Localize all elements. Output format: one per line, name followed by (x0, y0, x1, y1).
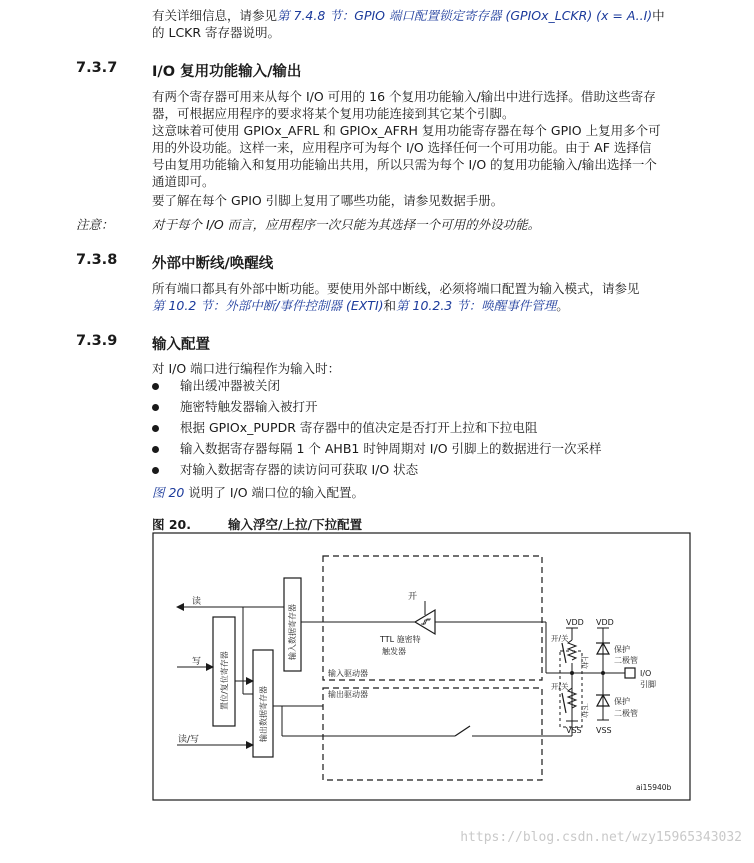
sec737-para1-l4: 用的外设功能。这样一来，应用程序可为每个 I/O 选择任何一个可用功能。由于 AF 选择信 (152, 140, 652, 155)
link-figure-20[interactable]: 图 20 (152, 485, 185, 500)
figure-frame (153, 533, 690, 800)
dashed-zone-output (323, 688, 542, 780)
label-ttl: TTL 施密特 (380, 635, 421, 644)
label-bit-set-reset-register: 置位/复位寄存器 (220, 651, 229, 710)
label-read-write: 读/写 (178, 735, 200, 745)
figure-title: 输入浮空/上拉/下拉配置 (228, 517, 363, 532)
label-input-data-register: 输入数据寄存器 (288, 604, 297, 660)
figure-reference: 图 20 说明了 I/O 端口位的输入配置。 (152, 485, 365, 500)
sec738-line1: 所有端口都具有外部中断功能。要使用外部中断线，必须将端口配置为输入模式，请参见 (152, 281, 640, 296)
label-vss-pulldown: VSS (566, 726, 582, 735)
section-title-738: 外部中断线/唤醒线 (152, 256, 274, 272)
label-protection-upper: 保护 (614, 645, 630, 654)
sec737-para1-l6: 通道即可。 (152, 174, 215, 189)
label-vdd-diode: VDD (596, 618, 614, 627)
io-pin-box (625, 668, 635, 678)
label-diode-lower: 二极管 (614, 709, 638, 718)
label-protection-lower: 保护 (614, 697, 630, 706)
label-pull-down: 下拉 (580, 703, 589, 718)
section-number-739: 7.3.9 (76, 333, 118, 349)
bullet-item: 施密特触发器输入被打开 (152, 398, 692, 416)
sec739-intro: 对 I/O 端口进行编程作为输入时： (152, 361, 341, 376)
figure-label: 图 20. (152, 517, 191, 532)
label-vdd-pullup: VDD (566, 618, 584, 627)
intro-line-1: 有关详细信息，请参见第 7.4.8 节：GPIO 端口配置锁定寄存器 (GPIOx_LCKR) (x = A..I)中 (152, 8, 665, 23)
label-io-pin-2: 引脚 (640, 680, 656, 689)
label-vss-diode: VSS (596, 726, 612, 735)
label-output-driver: 输出驱动器 (328, 690, 368, 699)
label-output-data-register: 输出数据寄存器 (259, 686, 268, 742)
label-on-off-up: 开/关 (551, 634, 569, 643)
sec737-para1-l5: 号由复用功能输入和复用功能输出共用，所以只需为每个 I/O 的复用功能输入/输出选择一个 (152, 157, 657, 172)
dashed-zone-input (323, 556, 542, 680)
bullet-item: 输入数据寄存器每隔 1 个 AHB1 时钟周期对 I/O 引脚上的数据进行一次采样 (152, 440, 692, 458)
label-on: 开 (408, 592, 418, 602)
sec737-para1-l2: 器，可根据应用程序的要求将某个复用功能连接到其它某个引脚。 (152, 106, 515, 121)
bullet-item: 输出缓冲器被关闭 (152, 377, 692, 395)
sec737-para1-l3: 这意味着可使用 GPIOx_AFRL 和 GPIOx_AFRH 复用功能寄存器在每个 GPIO 上复用多个可 (152, 123, 661, 138)
label-read: 读 (192, 597, 202, 607)
section-title-739: 输入配置 (152, 337, 210, 353)
label-write: 写 (192, 657, 202, 667)
note-text: 对于每个 I/O 而言，应用程序一次只能为其选择一个可用的外设功能。 (152, 217, 541, 232)
sec737-para1-l1: 有两个寄存器可用来从每个 I/O 可用的 16 个复用功能输入/输出中进行选择。借助这些寄存 (152, 89, 656, 104)
note-label: 注意： (76, 217, 114, 232)
sec737-para2: 要了解在每个 GPIO 引脚上复用了哪些功能，请参见数据手册。 (152, 193, 504, 208)
label-pull-up: 上拉 (580, 654, 589, 669)
link-exti[interactable]: 第 10.2 节：外部中断/事件控制器 (EXTI) (152, 298, 384, 313)
label-diode-upper: 二极管 (614, 656, 638, 665)
pull-up-resistor-icon (568, 640, 576, 660)
label-io-pin: I/O (640, 669, 652, 678)
watermark: https://blog.csdn.net/wzy15965343032 (460, 830, 742, 845)
section-number-737: 7.3.7 (76, 60, 118, 76)
bullet-item: 对输入数据寄存器的读访问可获取 I/O 状态 (152, 461, 692, 479)
bullet-item: 根据 GPIOx_PUPDR 寄存器中的值决定是否打开上拉和下拉电阻 (152, 419, 692, 437)
label-input-driver: 输入驱动器 (328, 669, 368, 678)
label-on-off-down: 开/关 (551, 682, 569, 691)
figure-code: ai15940b (636, 783, 672, 792)
link-gpio-lckr[interactable]: 第 7.4.8 节：GPIO 端口配置锁定寄存器 (GPIOx_LCKR) (x = A..I) (277, 8, 653, 23)
link-wakeup[interactable]: 第 10.2.3 节：唤醒事件管理 (396, 298, 557, 313)
intro-line-2: 的 LCKR 寄存器说明。 (152, 25, 281, 40)
section-title-737: I/O 复用功能输入/输出 (152, 64, 302, 80)
label-ttl-2: 触发器 (382, 647, 406, 656)
sec738-line2: 第 10.2 节：外部中断/事件控制器 (EXTI)和第 10.2.3 节：唤醒事件管理。 (152, 298, 569, 313)
section-number-738: 7.3.8 (76, 252, 118, 268)
